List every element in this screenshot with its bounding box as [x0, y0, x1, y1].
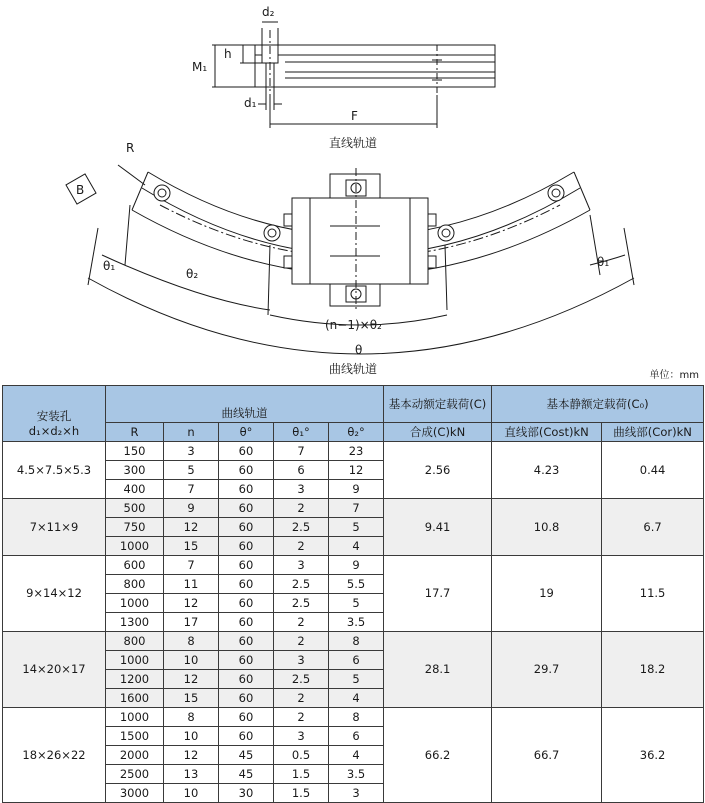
header-dynamic-load: 基本动额定载荷(C)	[384, 386, 492, 423]
cell-R: 1600	[106, 689, 164, 708]
cell-n: 15	[164, 537, 219, 556]
header-curved-rail: 曲线轨道	[106, 404, 384, 423]
header-straight-part: 直线部(Cost)kN	[492, 423, 602, 442]
cell-theta1: 2.5	[274, 575, 329, 594]
cell-theta2: 4	[329, 537, 384, 556]
table-row	[3, 442, 704, 461]
cell-n: 10	[164, 784, 219, 803]
cell-theta2: 5	[329, 518, 384, 537]
cell-theta1: 3	[274, 651, 329, 670]
cell-theta2: 3.5	[329, 613, 384, 632]
cell-n: 12	[164, 670, 219, 689]
cell-theta: 60	[219, 556, 274, 575]
cell-n: 10	[164, 651, 219, 670]
label-F: F	[351, 109, 358, 123]
cell-static-curved: 0.44	[602, 442, 704, 499]
cell-theta: 60	[219, 708, 274, 727]
cell-R: 800	[106, 632, 164, 651]
cell-n: 15	[164, 689, 219, 708]
cell-theta1: 3	[274, 727, 329, 746]
straight-rail-caption: 直线轨道	[329, 136, 378, 150]
table-row	[3, 708, 704, 727]
header-theta: θ°	[219, 423, 274, 442]
cell-n: 12	[164, 746, 219, 765]
cell-static-straight: 66.7	[492, 708, 602, 803]
cell-R: 500	[106, 499, 164, 518]
cell-theta: 60	[219, 689, 274, 708]
cell-theta: 60	[219, 499, 274, 518]
cell-theta2: 8	[329, 708, 384, 727]
technical-drawing	[0, 0, 705, 385]
label-R: R	[126, 141, 135, 155]
cell-R: 2000	[106, 746, 164, 765]
cell-static-straight: 10.8	[492, 499, 602, 556]
cell-n: 7	[164, 556, 219, 575]
cell-theta: 60	[219, 461, 274, 480]
cell-mount-hole: 14×20×17	[3, 632, 106, 708]
spec-table-body	[3, 442, 704, 803]
cell-theta: 60	[219, 651, 274, 670]
header-curved-part: 曲线部(Cor)kN	[602, 423, 704, 442]
cell-dynamic-load: 28.1	[384, 632, 492, 708]
cell-theta: 60	[219, 575, 274, 594]
spec-table-header	[3, 386, 704, 442]
cell-theta1: 6	[274, 461, 329, 480]
header-theta1: θ₁°	[274, 423, 329, 442]
cell-mount-hole: 9×14×12	[3, 556, 106, 632]
cell-static-straight: 19	[492, 556, 602, 632]
cell-theta2: 9	[329, 480, 384, 499]
cell-mount-hole: 4.5×7.5×5.3	[3, 442, 106, 499]
cell-theta: 60	[219, 727, 274, 746]
cell-theta2: 12	[329, 461, 384, 480]
curved-rail-caption: 曲线轨道	[329, 362, 378, 376]
cell-theta1: 2	[274, 499, 329, 518]
cell-n: 5	[164, 461, 219, 480]
label-h: h	[224, 47, 232, 61]
cell-static-straight: 4.23	[492, 442, 602, 499]
cell-theta1: 3	[274, 556, 329, 575]
cell-R: 1300	[106, 613, 164, 632]
cell-R: 800	[106, 575, 164, 594]
cell-theta: 60	[219, 518, 274, 537]
cell-theta: 60	[219, 594, 274, 613]
cell-theta: 45	[219, 765, 274, 784]
cell-static-curved: 36.2	[602, 708, 704, 803]
label-n-theta2: (n−1)×θ₂	[325, 318, 382, 332]
cell-R: 1000	[106, 537, 164, 556]
header-static-load: 基本静额定载荷(C₀)	[492, 386, 704, 423]
cell-n: 17	[164, 613, 219, 632]
cell-theta2: 23	[329, 442, 384, 461]
cell-theta1: 2.5	[274, 670, 329, 689]
cell-n: 9	[164, 499, 219, 518]
cell-dynamic-load: 17.7	[384, 556, 492, 632]
cell-R: 2500	[106, 765, 164, 784]
label-theta1-right: θ₁	[597, 255, 610, 269]
cell-n: 3	[164, 442, 219, 461]
cell-theta2: 7	[329, 499, 384, 518]
cell-n: 11	[164, 575, 219, 594]
header-mount-hole-sub: d₁×d₂×h	[3, 423, 106, 442]
header-mount-hole: 安装孔	[3, 386, 106, 423]
cell-theta1: 7	[274, 442, 329, 461]
cell-n: 8	[164, 708, 219, 727]
cell-theta2: 4	[329, 746, 384, 765]
label-d1: d₁	[244, 96, 257, 110]
label-B: B	[76, 183, 85, 197]
cell-mount-hole: 18×26×22	[3, 708, 106, 803]
label-d2: d₂	[262, 5, 275, 19]
cell-theta2: 6	[329, 727, 384, 746]
cell-theta1: 1.5	[274, 784, 329, 803]
cell-dynamic-load: 66.2	[384, 708, 492, 803]
table-row	[3, 632, 704, 651]
cell-static-straight: 29.7	[492, 632, 602, 708]
label-theta: θ	[355, 343, 363, 357]
cell-theta: 30	[219, 784, 274, 803]
label-theta2: θ₂	[186, 267, 199, 281]
cell-theta2: 5	[329, 670, 384, 689]
cell-theta: 60	[219, 480, 274, 499]
cell-R: 3000	[106, 784, 164, 803]
cell-dynamic-load: 9.41	[384, 499, 492, 556]
cell-R: 1000	[106, 594, 164, 613]
cell-theta1: 3	[274, 480, 329, 499]
cell-static-curved: 11.5	[602, 556, 704, 632]
cell-mount-hole: 7×11×9	[3, 499, 106, 556]
cell-theta1: 2	[274, 632, 329, 651]
cell-R: 400	[106, 480, 164, 499]
cell-n: 8	[164, 632, 219, 651]
cell-theta2: 3.5	[329, 765, 384, 784]
cell-theta1: 2	[274, 689, 329, 708]
cell-n: 10	[164, 727, 219, 746]
cell-R: 1500	[106, 727, 164, 746]
cell-R: 600	[106, 556, 164, 575]
cell-n: 7	[164, 480, 219, 499]
label-M1: M₁	[192, 60, 208, 74]
cell-R: 150	[106, 442, 164, 461]
cell-theta2: 9	[329, 556, 384, 575]
cell-theta: 45	[219, 746, 274, 765]
cell-theta2: 6	[329, 651, 384, 670]
header-spacer	[106, 386, 384, 405]
cell-theta2: 8	[329, 632, 384, 651]
cell-theta: 60	[219, 613, 274, 632]
unit-note: 单位：mm	[649, 370, 699, 381]
cell-theta1: 2.5	[274, 594, 329, 613]
cell-theta: 60	[219, 442, 274, 461]
cell-theta1: 2	[274, 537, 329, 556]
cell-theta2: 5.5	[329, 575, 384, 594]
cell-theta2: 4	[329, 689, 384, 708]
header-R: R	[106, 423, 164, 442]
cell-theta1: 0.5	[274, 746, 329, 765]
cell-R: 1000	[106, 708, 164, 727]
cell-theta: 60	[219, 670, 274, 689]
cell-theta2: 5	[329, 594, 384, 613]
cell-theta1: 2.5	[274, 518, 329, 537]
cell-theta1: 2	[274, 708, 329, 727]
cell-n: 12	[164, 594, 219, 613]
cell-theta1: 1.5	[274, 765, 329, 784]
header-n: n	[164, 423, 219, 442]
cell-R: 1000	[106, 651, 164, 670]
cell-theta1: 2	[274, 613, 329, 632]
spec-table	[2, 385, 704, 803]
cell-theta2: 3	[329, 784, 384, 803]
cell-n: 13	[164, 765, 219, 784]
cell-static-curved: 18.2	[602, 632, 704, 708]
cell-theta: 60	[219, 537, 274, 556]
table-row	[3, 499, 704, 518]
cell-dynamic-load: 2.56	[384, 442, 492, 499]
header-combined: 合成(C)kN	[384, 423, 492, 442]
cell-n: 12	[164, 518, 219, 537]
cell-R: 300	[106, 461, 164, 480]
label-theta1-left: θ₁	[103, 259, 116, 273]
cell-static-curved: 6.7	[602, 499, 704, 556]
cell-theta: 60	[219, 632, 274, 651]
cell-R: 1200	[106, 670, 164, 689]
table-row	[3, 556, 704, 575]
header-theta2: θ₂°	[329, 423, 384, 442]
cell-R: 750	[106, 518, 164, 537]
